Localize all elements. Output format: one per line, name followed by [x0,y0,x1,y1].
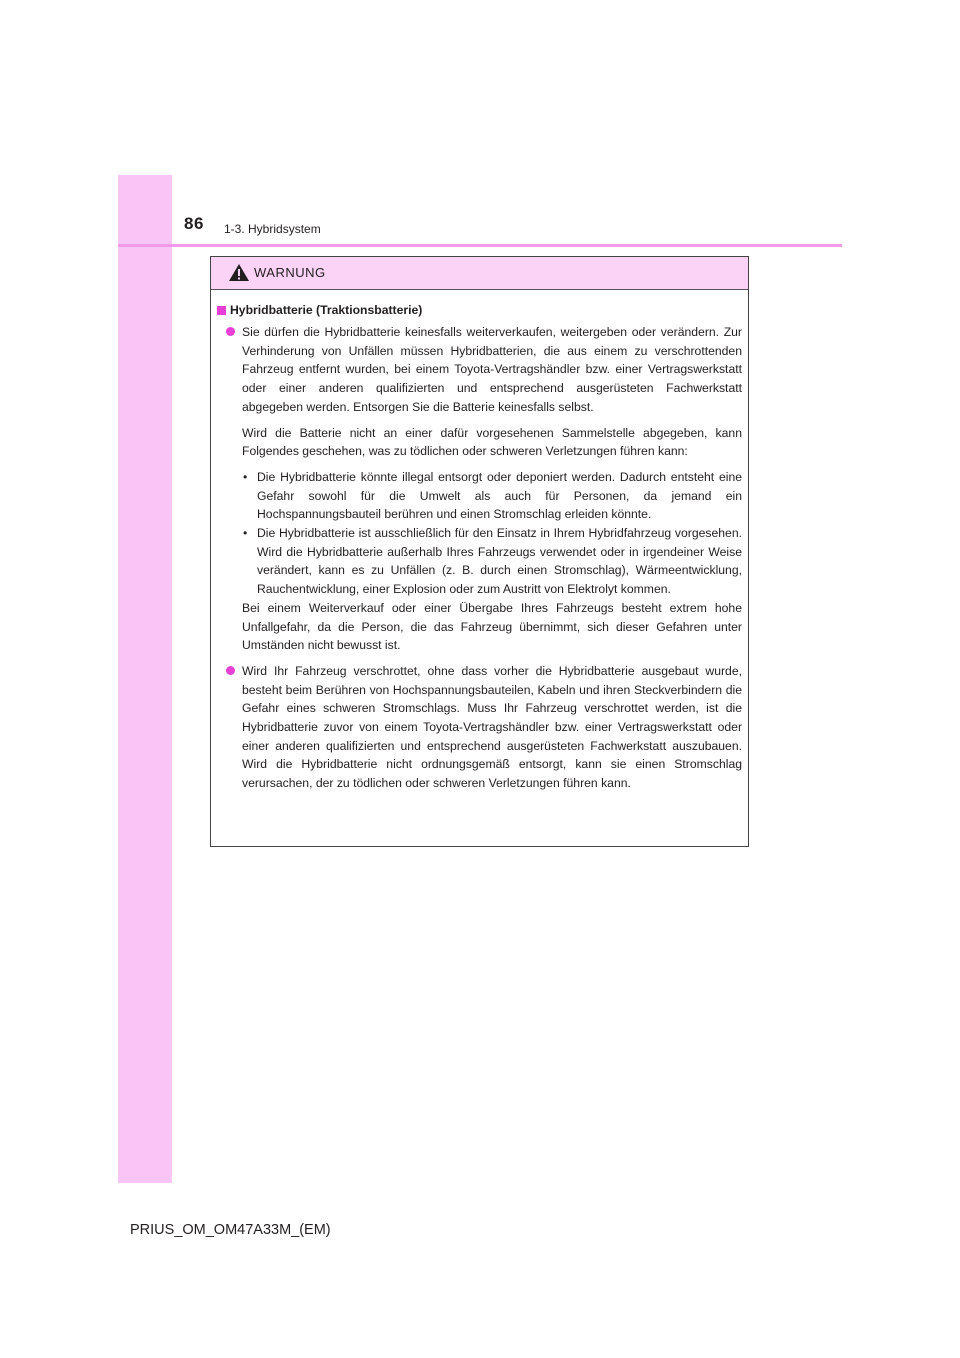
warning-box [210,256,749,847]
bullet-item-disposal [217,323,742,655]
side-tab-band [118,175,172,1183]
dot-bullet-icon: • [243,526,248,541]
chapter-title: 1-3. Hybridsystem [224,222,321,236]
warning-triangle-icon [228,263,250,282]
paragraph: Sie dürfen die Hybridbatterie keinesfalls weiterverkaufen, weitergeben oder verändern. Zur Verhinderung von Unfällen müssen Hybridbatterien, die aus einem zu verschrottenden Fahrzeug entfernt wurden, bei einem Toyota-Vertragshändler bzw. einer Vertragswerkstatt oder einer anderen qualifizierten und entsprechend ausgerüsteten Fachwerkstatt abgegeben werden. Entsorgen Sie die Batterie keinesfalls selbst. [242,325,742,414]
paragraph: Wird Ihr Fahrzeug verschrottet, ohne dass vorher die Hybridbatterie ausgebaut wurde, besteht beim Berühren von Hochspannungsbauteilen, Kabeln und ihren Steckverbindern die Gefahr eines schweren Stromschlags. Muss Ihr Fahrzeug verschrottet werden, ist die Hybridbatterie zuvor von einem Toyota-Vertragshändler bzw. einer Vertragswerkstatt oder einer anderen qualifizierten und entsprechend ausgerüsteten Fachwerkstatt auszubauen. Wird die Hybridbatterie nicht ordnungsgemäß entsorgt, kann sie einen Stromschlag verursachen, der zu tödlichen oder schweren Verletzungen führen kann. [242,663,742,791]
paragraph: Wird die Batterie nicht an einer dafür vorgesehenen Sammelstelle abgegeben, kann Folgendes geschehen, was zu tödlichen oder schweren Verletzungen führen kann: [242,425,742,459]
square-bullet-icon [217,306,226,315]
circle-bullet-icon [226,666,235,675]
footer-document-code: PRIUS_OM_OM47A33M_(EM) [130,1222,331,1238]
circle-bullet-icon [226,327,235,336]
warning-header [211,257,748,290]
bullet-item-scrapping [217,662,742,793]
section-heading [217,303,742,317]
dot-bullet-icon: • [243,469,248,484]
sub-list-item: • Die Hybridbatterie ist ausschließlich für den Einsatz in Ihrem Hybridfahrzeug vorgesehen. Wird die Hybridbatterie außerhalb Ihres Fahrzeugs verwendet oder in irgendeiner Weise verändert, kann es zu Unfällen (z. B. durch einen Stromschlag), Wärmeentwicklung, Rauchentwicklung, einer Explosion oder zum Austritt von Elektrolyt kommen. [242,524,742,599]
paragraph: Bei einem Weiterverkauf oder einer Übergabe Ihres Fahrzeugs besteht extrem hohe Unfallgefahr, da die Person, die das Fahrzeug übernimmt, sich dieser Gefahren unter Umständen nicht bewusst ist. [242,600,742,653]
sub-list-item: • Die Hybridbatterie könnte illegal entsorgt oder deponiert werden. Dadurch entsteht eine Gefahr sowohl für die Umwelt als auch für Personen, da jemand ein Hochspannungsbauteil berühren und einen Stromschlag erleiden könnte. [242,468,742,524]
header-rule [118,244,842,247]
page-number: 86 [184,214,204,233]
warning-body [211,290,748,793]
section-heading-text: Hybridbatterie (Traktionsbatterie) [230,303,423,317]
sub-list [242,468,742,599]
warning-title: WARNUNG [254,265,326,280]
